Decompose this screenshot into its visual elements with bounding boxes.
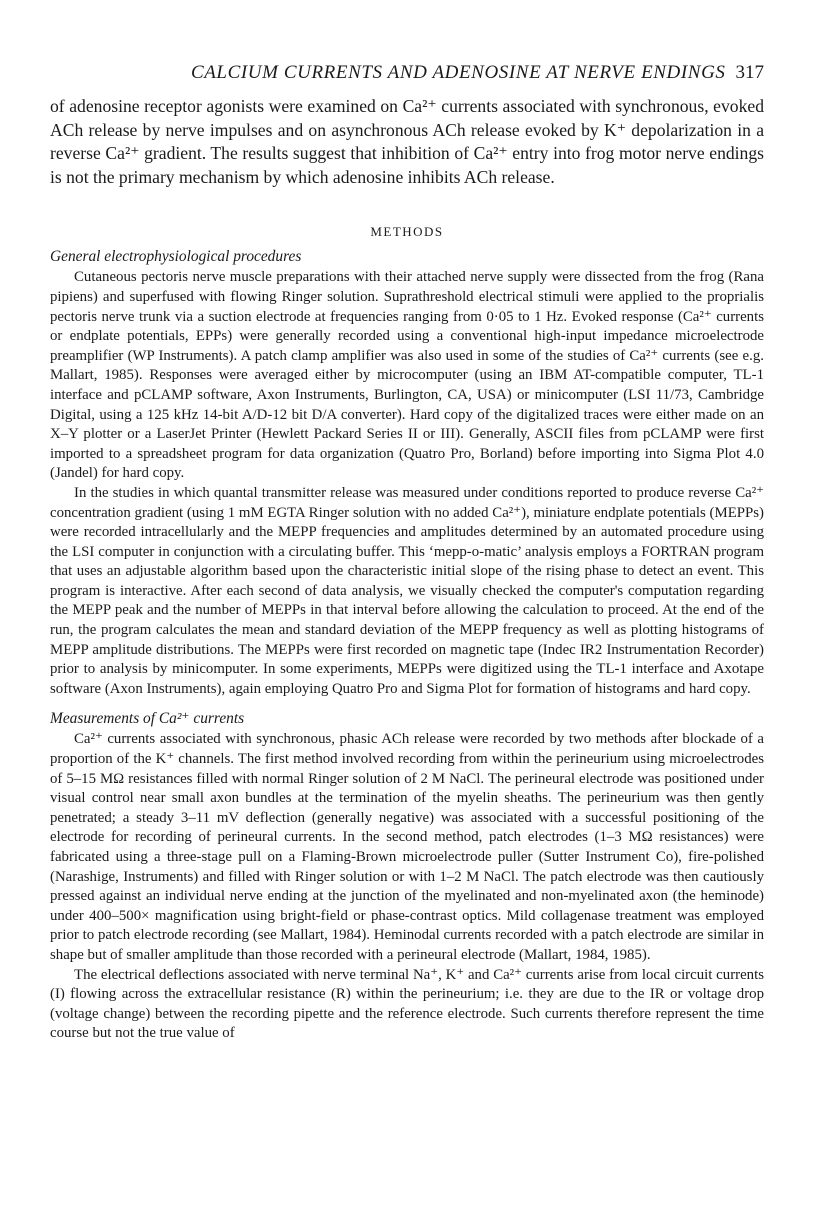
- subsection-title-calcium: Measurements of Ca²⁺ currents: [50, 710, 245, 728]
- paragraph-calcium-methods: Ca²⁺ currents associated with synchronous, phasic ACh release were recorded by two methods after blockade of a proportion of the K⁺ channels. The first method involved recording from within the perineurium using microelectrodes of 5–15 MΩ resistances filled with normal Ringer solution of 2 M NaCl. The perineural electrode was positioned under visual control near small axon bundles at the termination of the myelin sheaths. The perineurium was then gently penetrated; a steady 3–11 mV deflection (generally negative) was associated with a successful positioning of the electrode for recording of perineural currents. In the second method, patch electrodes (1–3 MΩ resistances) were fabricated using a three-stage pull on a Flaming-Brown microelectrode puller (Sutter Instrument Co), fire-polished (Narashige, Instruments) and filled with Ringer solution or with 1–2 M NaCl. The patch electrode was then cautiously pressed against an individual nerve ending at the junction of the myelinated and non-myelinated axon (the heminode) under 400–500× magnification using bright-field or phase-contrast optics. Mild collagenase treatment was employed prior to patch electrode recording (see Mallart, 1984). Heminodal currents recorded with a patch electrode are similar in shape but of smaller amplitude than those recorded with a perineural electrode (Mallart, 1984, 1985).: [50, 731, 764, 963]
- section-title-methods: METHODS: [370, 224, 444, 240]
- running-title: CALCIUM CURRENTS AND ADENOSINE AT NERVE ENDINGS: [190, 62, 726, 83]
- running-header: [50, 62, 764, 90]
- intro-paragraph: of adenosine receptor agonists were examined on Ca²⁺ currents associated with synchronous, evoked ACh release by nerve impulses and on asynchronous ACh release evoked by K⁺ depolarization in a reverse Ca²⁺ gradient. The results suggest that inhibition of Ca²⁺ entry into frog motor nerve endings is not the primary mechanism by which adenosine inhibits ACh release.: [50, 96, 764, 187]
- page: [50, 62, 764, 1044]
- paragraph-quantal-release: In the studies in which quantal transmitter release was measured under conditions reported to produce reverse Ca²⁺ concentration gradient (using 1 mM EGTA Ringer solution with no added Ca²⁺), miniature endplate potentials (MEPPs) were recorded intracellularly and the MEPP frequencies and amplitudes determined by an automated procedure using the LSI computer in conjunction with a circulating buffer. This ‘mepp-o-matic’ analysis employs a FORTRAN program that uses an adjustable algorithm based upon the characteristic initial slope of the rising phase to detect an event. This program is interactive. After each second of data analysis, we visually checked the computer's computation regarding the MEPP peak and the number of MEPPs in that interval before allowing the calculation to proceed. At the end of the run, the program calculates the mean and standard deviation of the MEPP frequency as well as plotting histograms of MEPP amplitude distributions. The MEPPs were first recorded on magnetic tape (Indec IR2 Instrumentation Recorder) prior to analysis by minicomputer. In some experiments, MEPPs were digitized using the TL-1 interface and Axotape software (Axon Instruments), again employing Quatro Pro and Sigma Plot for formation of histograms and hard copy.: [50, 484, 764, 697]
- subsection-title-general: General electrophysiological procedures: [50, 248, 302, 266]
- paragraph-electrical-deflections: The electrical deflections associated with nerve terminal Na⁺, K⁺ and Ca²⁺ currents arise from local circuit currents (I) flowing across the extracellular resistance (R) within the perineurium; i.e. they are due to the IR or voltage drop (voltage change) between the recording pipette and the reference electrode. Such currents therefore represent the time course but not the true value of: [50, 966, 764, 1042]
- page-number: 317: [735, 62, 764, 83]
- paragraph-general-procedures: Cutaneous pectoris nerve muscle preparations with their attached nerve supply were dissected from the frog (Rana pipiens) and superfused with flowing Ringer solution. Suprathreshold electrical stimuli were applied to the proprialis pectoris nerve trunk via a suction electrode at frequencies ranging from 0·05 to 1 Hz. Evoked response (Ca²⁺ currents or endplate potentials, EPPs) were generally recorded using a conventional high-input impedance microelectrode preamplifier (WP Instruments). A patch clamp amplifier was also used in some of the studies of Ca²⁺ currents (see e.g. Mallart, 1985). Responses were averaged either by microcomputer (using an IBM AT-compatible computer, TL-1 interface and pCLAMP software, Axon Instruments, Burlington, CA, USA) or minicomputer (LSI 11/73, Cambridge Digital, using a 125 kHz 14-bit A/D-12 bit D/A converter). Hard copy of the digitalized traces were either made on an X–Y plotter or a LaserJet Printer (Hewlett Packard Series II or III). Generally, ASCII files from pCLAMP were first imported to a spreadsheet program for data organization (Quatro Pro, Borland) before importing into Sigma Plot 4.0 (Jandel) for hard copy.: [50, 269, 764, 482]
